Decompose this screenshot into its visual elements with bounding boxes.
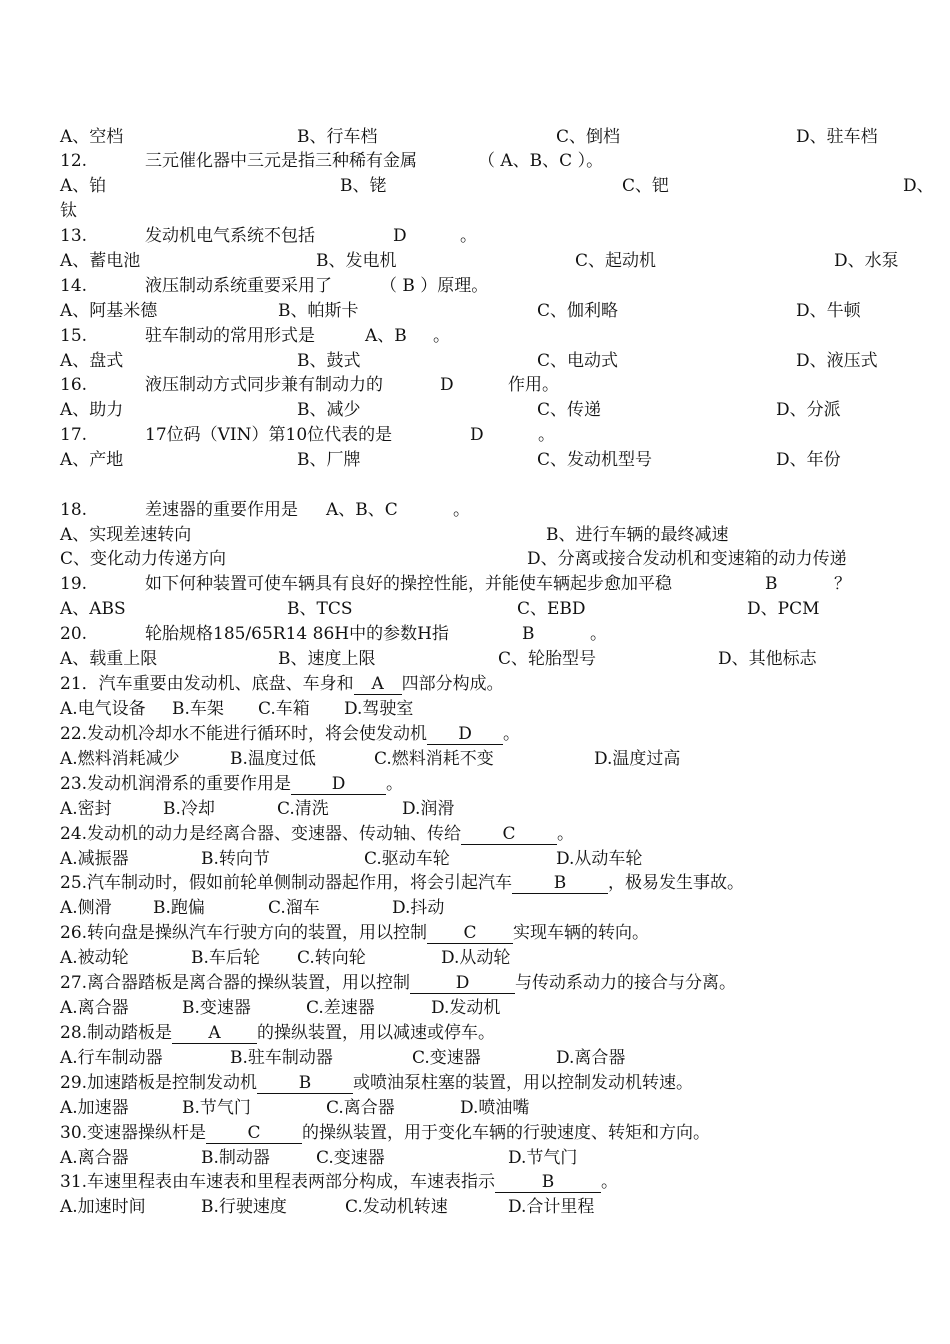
question-stem [60,921,649,945]
option-a: A、ABS [60,599,126,619]
question-stem: 三元催化器中三元是指三种稀有金属 [145,151,417,171]
option-a: A.被动轮 [60,948,129,968]
option-a: A.加速器 [60,1098,129,1118]
question-stem [60,971,736,995]
option-b: B.行驶速度 [201,1197,287,1217]
stem-after-blank: 或喷油泵柱塞的装置，用以控制发动机转速。 [353,1073,694,1093]
question-stem: 液压制动方式同步兼有制动力的 [145,375,383,395]
stem-after-blank: 实现车辆的转向。 [513,923,650,943]
option-c: C、变化动力传递方向 [60,549,227,569]
question-stem: 轮胎规格185/65R14 86H中的参数H指 [145,624,449,644]
answer-blank: B [495,1172,601,1193]
stem-after-blank: 。 [386,774,404,794]
question-end: 作用。 [508,375,559,395]
question-stem: 如下何种装置可使车辆具有良好的操控性能，并能使车辆起步愈加平稳 [145,574,672,594]
answer-letter: B [765,574,778,594]
option-a: A.电气设备 [60,699,146,719]
option-c: C.清洗 [277,799,329,819]
question-end: 。 [590,624,607,644]
option-b: B、帕斯卡 [278,301,359,321]
answer-blank: B [257,1073,353,1094]
stem-after-blank: 四部分构成。 [401,674,504,694]
question-number: 15. [60,326,88,346]
question-stem: 发动机电气系统不包括 [145,226,315,246]
option-d: D.润滑 [402,799,455,819]
option-d: D、分离或接合发动机和变速箱的动力传递 [527,549,847,569]
question-stem [60,1021,495,1045]
question-number: 12. [60,151,88,171]
answer-letter: A、B [365,326,407,346]
question-number: 17. [60,425,88,445]
option-d: D、 [903,176,934,196]
option-c: C.发动机转速 [345,1197,448,1217]
stem-before-blank: 28.制动踏板是 [60,1023,173,1043]
question-end: ？ [834,574,851,594]
stem-before-blank: 27.离合器踏板是离合器的操纵装置，用以控制 [60,973,411,993]
question-stem [60,772,403,796]
answer-blank: A [354,674,402,695]
question-stem: 液压制动系统重要采用了 [145,276,332,296]
option-a: A.减振器 [60,849,129,869]
option-d: D、PCM [747,599,820,619]
option-c: C.车箱 [258,699,310,719]
stem-before-blank: 21．汽车重要由发动机、底盘、车身和 [60,674,354,694]
question-number: 14. [60,276,88,296]
option-b: B.转向节 [201,849,270,869]
option-a: A、助力 [60,400,124,420]
stem-after-blank: 。 [503,724,521,744]
option-d: D.温度过高 [594,749,681,769]
answer-blank: C [461,824,557,845]
option-b: B.变速器 [182,998,251,1018]
question-number: 16. [60,375,88,395]
question-stem: 17位码（VIN）第10位代表的是 [145,425,393,445]
option-c: C、起动机 [575,251,657,271]
option-d: D、水泵 [834,251,899,271]
stem-before-blank: 29.加速踏板是控制发动机 [60,1073,258,1093]
option-b: B、进行车辆的最终减速 [546,525,729,545]
stem-after-blank: 的操纵装置，用于变化车辆的行驶速度、转矩和方向。 [302,1123,711,1143]
stem-after-blank: 。 [557,824,575,844]
question-number: 19. [60,574,88,594]
option-a: A.行车制动器 [60,1048,163,1068]
answer-blank: C [427,923,513,944]
option-b: B、速度上限 [278,649,376,669]
answer-blank: D [291,774,386,795]
answer-blank: B [512,873,608,894]
option-b: B、TCS [287,599,353,619]
option-a: A、盘式 [60,351,124,371]
option-c: C.变速器 [316,1148,385,1168]
question-number: 13. [60,226,88,246]
question-stem [60,722,520,746]
question-stem [60,1071,693,1095]
option-a: A、实现差速转向 [60,525,192,545]
answer-blank: A [172,1023,257,1044]
option-d: D.驾驶室 [344,699,414,719]
option-a: A、载重上限 [60,649,158,669]
option-d: D、驻车档 [796,127,878,147]
answer-blank: D [427,724,503,745]
option-a: A、阿基米德 [60,301,158,321]
stem-before-blank: 25.汽车制动时，假如前轮单侧制动器起作用，将会引起汽车 [60,873,513,893]
option-d: D.发动机 [431,998,501,1018]
stem-before-blank: 30.变速器操纵杆是 [60,1123,207,1143]
stem-before-blank: 24.发动机的动力是经离合器、变速器、传动轴、传给 [60,824,462,844]
question-stem: 差速器的重要作用是 [145,500,298,520]
question-end: 。 [433,326,450,346]
option-b: B.车架 [172,699,224,719]
option-b: B、铑 [340,176,387,196]
question-end: 。 [538,425,555,445]
option-c: C、EBD [517,599,586,619]
stem-after-blank: 的操纵装置，用以减速或停车。 [257,1023,496,1043]
answer-blank: D [410,973,515,994]
answer-blank: （ B ）原理。 [380,276,489,296]
stem-after-blank: 与传动系动力的接合与分离。 [515,973,737,993]
stem-before-blank: 26.转向盘是操纵汽车行驶方向的装置，用以控制 [60,923,428,943]
option-b: B.冷却 [163,799,215,819]
answer-blank: C [206,1123,302,1144]
answer-letter: B [522,624,535,644]
option-c: C.离合器 [326,1098,395,1118]
option-a: A.离合器 [60,1148,129,1168]
question-end: 。 [453,500,470,520]
option-d: D.抖动 [392,898,445,918]
question-stem [60,871,744,895]
option-a: A、空档 [60,127,124,147]
option-b: B.车后轮 [191,948,260,968]
option-b: B、减少 [297,400,361,420]
option-c: C、钯 [622,176,670,196]
option-c: C、电动式 [537,351,619,371]
stem-before-blank: 23.发动机润滑系的重要作用是 [60,774,292,794]
option-c: C.转向轮 [297,948,366,968]
stem-before-blank: 22.发动机冷却水不能进行循环时，将会使发动机 [60,724,428,744]
option-b: B.制动器 [201,1148,270,1168]
option-c: C.驱动车轮 [364,849,450,869]
option-c: C.变速器 [412,1048,481,1068]
stem-after-blank: ，极易发生事故。 [608,873,745,893]
option-a: A.离合器 [60,998,129,1018]
question-stem [60,672,504,696]
question-end: 。 [460,226,477,246]
option-a: A.加速时间 [60,1197,146,1217]
answer-letter: D [393,226,407,246]
option-d-text: 钛 [60,201,77,221]
answer-blank: （ A、B、C ）。 [478,151,604,171]
option-b: B.节气门 [182,1098,251,1118]
option-b: B.温度过低 [230,749,316,769]
option-b: B.驻车制动器 [230,1048,333,1068]
option-d: D、分派 [776,400,841,420]
option-d: D.喷油嘴 [460,1098,530,1118]
option-d: D.合计里程 [508,1197,595,1217]
option-c: C、伽利略 [537,301,619,321]
answer-letter: D [470,425,484,445]
option-c: C.差速器 [306,998,375,1018]
option-b: B、厂牌 [297,450,361,470]
option-d: D.从动车轮 [556,849,643,869]
option-d: D、牛顿 [796,301,861,321]
option-c: C.溜车 [268,898,320,918]
option-a: A、蓄电池 [60,251,141,271]
option-d: D.离合器 [556,1048,626,1068]
stem-before-blank: 31.车速里程表由车速表和里程表两部分构成，车速表指示 [60,1172,496,1192]
question-number: 18. [60,500,88,520]
answer-letter: A、B、C [326,500,398,520]
option-a: A、产地 [60,450,124,470]
option-b: B、发电机 [316,251,397,271]
question-stem [60,822,574,846]
question-number: 20. [60,624,88,644]
question-stem: 驻车制动的常用形式是 [145,326,315,346]
option-b: B、鼓式 [297,351,361,371]
option-c: C、倒档 [556,127,621,147]
option-c: C、发动机型号 [537,450,653,470]
option-d: D、其他标志 [718,649,817,669]
option-d: D、液压式 [796,351,878,371]
option-c: C.燃料消耗不变 [374,749,494,769]
question-stem [60,1170,618,1194]
option-b: B、行车档 [297,127,378,147]
option-a: A.燃料消耗减少 [60,749,180,769]
option-d: D.节气门 [508,1148,578,1168]
option-b: B.跑偏 [153,898,205,918]
answer-letter: D [440,375,454,395]
stem-after-blank: 。 [601,1172,619,1192]
option-a: A.侧滑 [60,898,112,918]
option-d: D.从动轮 [441,948,511,968]
question-stem [60,1121,710,1145]
option-c: C、轮胎型号 [498,649,597,669]
option-d: D、年份 [776,450,841,470]
option-c: C、传递 [537,400,602,420]
option-a: A、铂 [60,176,107,196]
option-a: A.密封 [60,799,112,819]
